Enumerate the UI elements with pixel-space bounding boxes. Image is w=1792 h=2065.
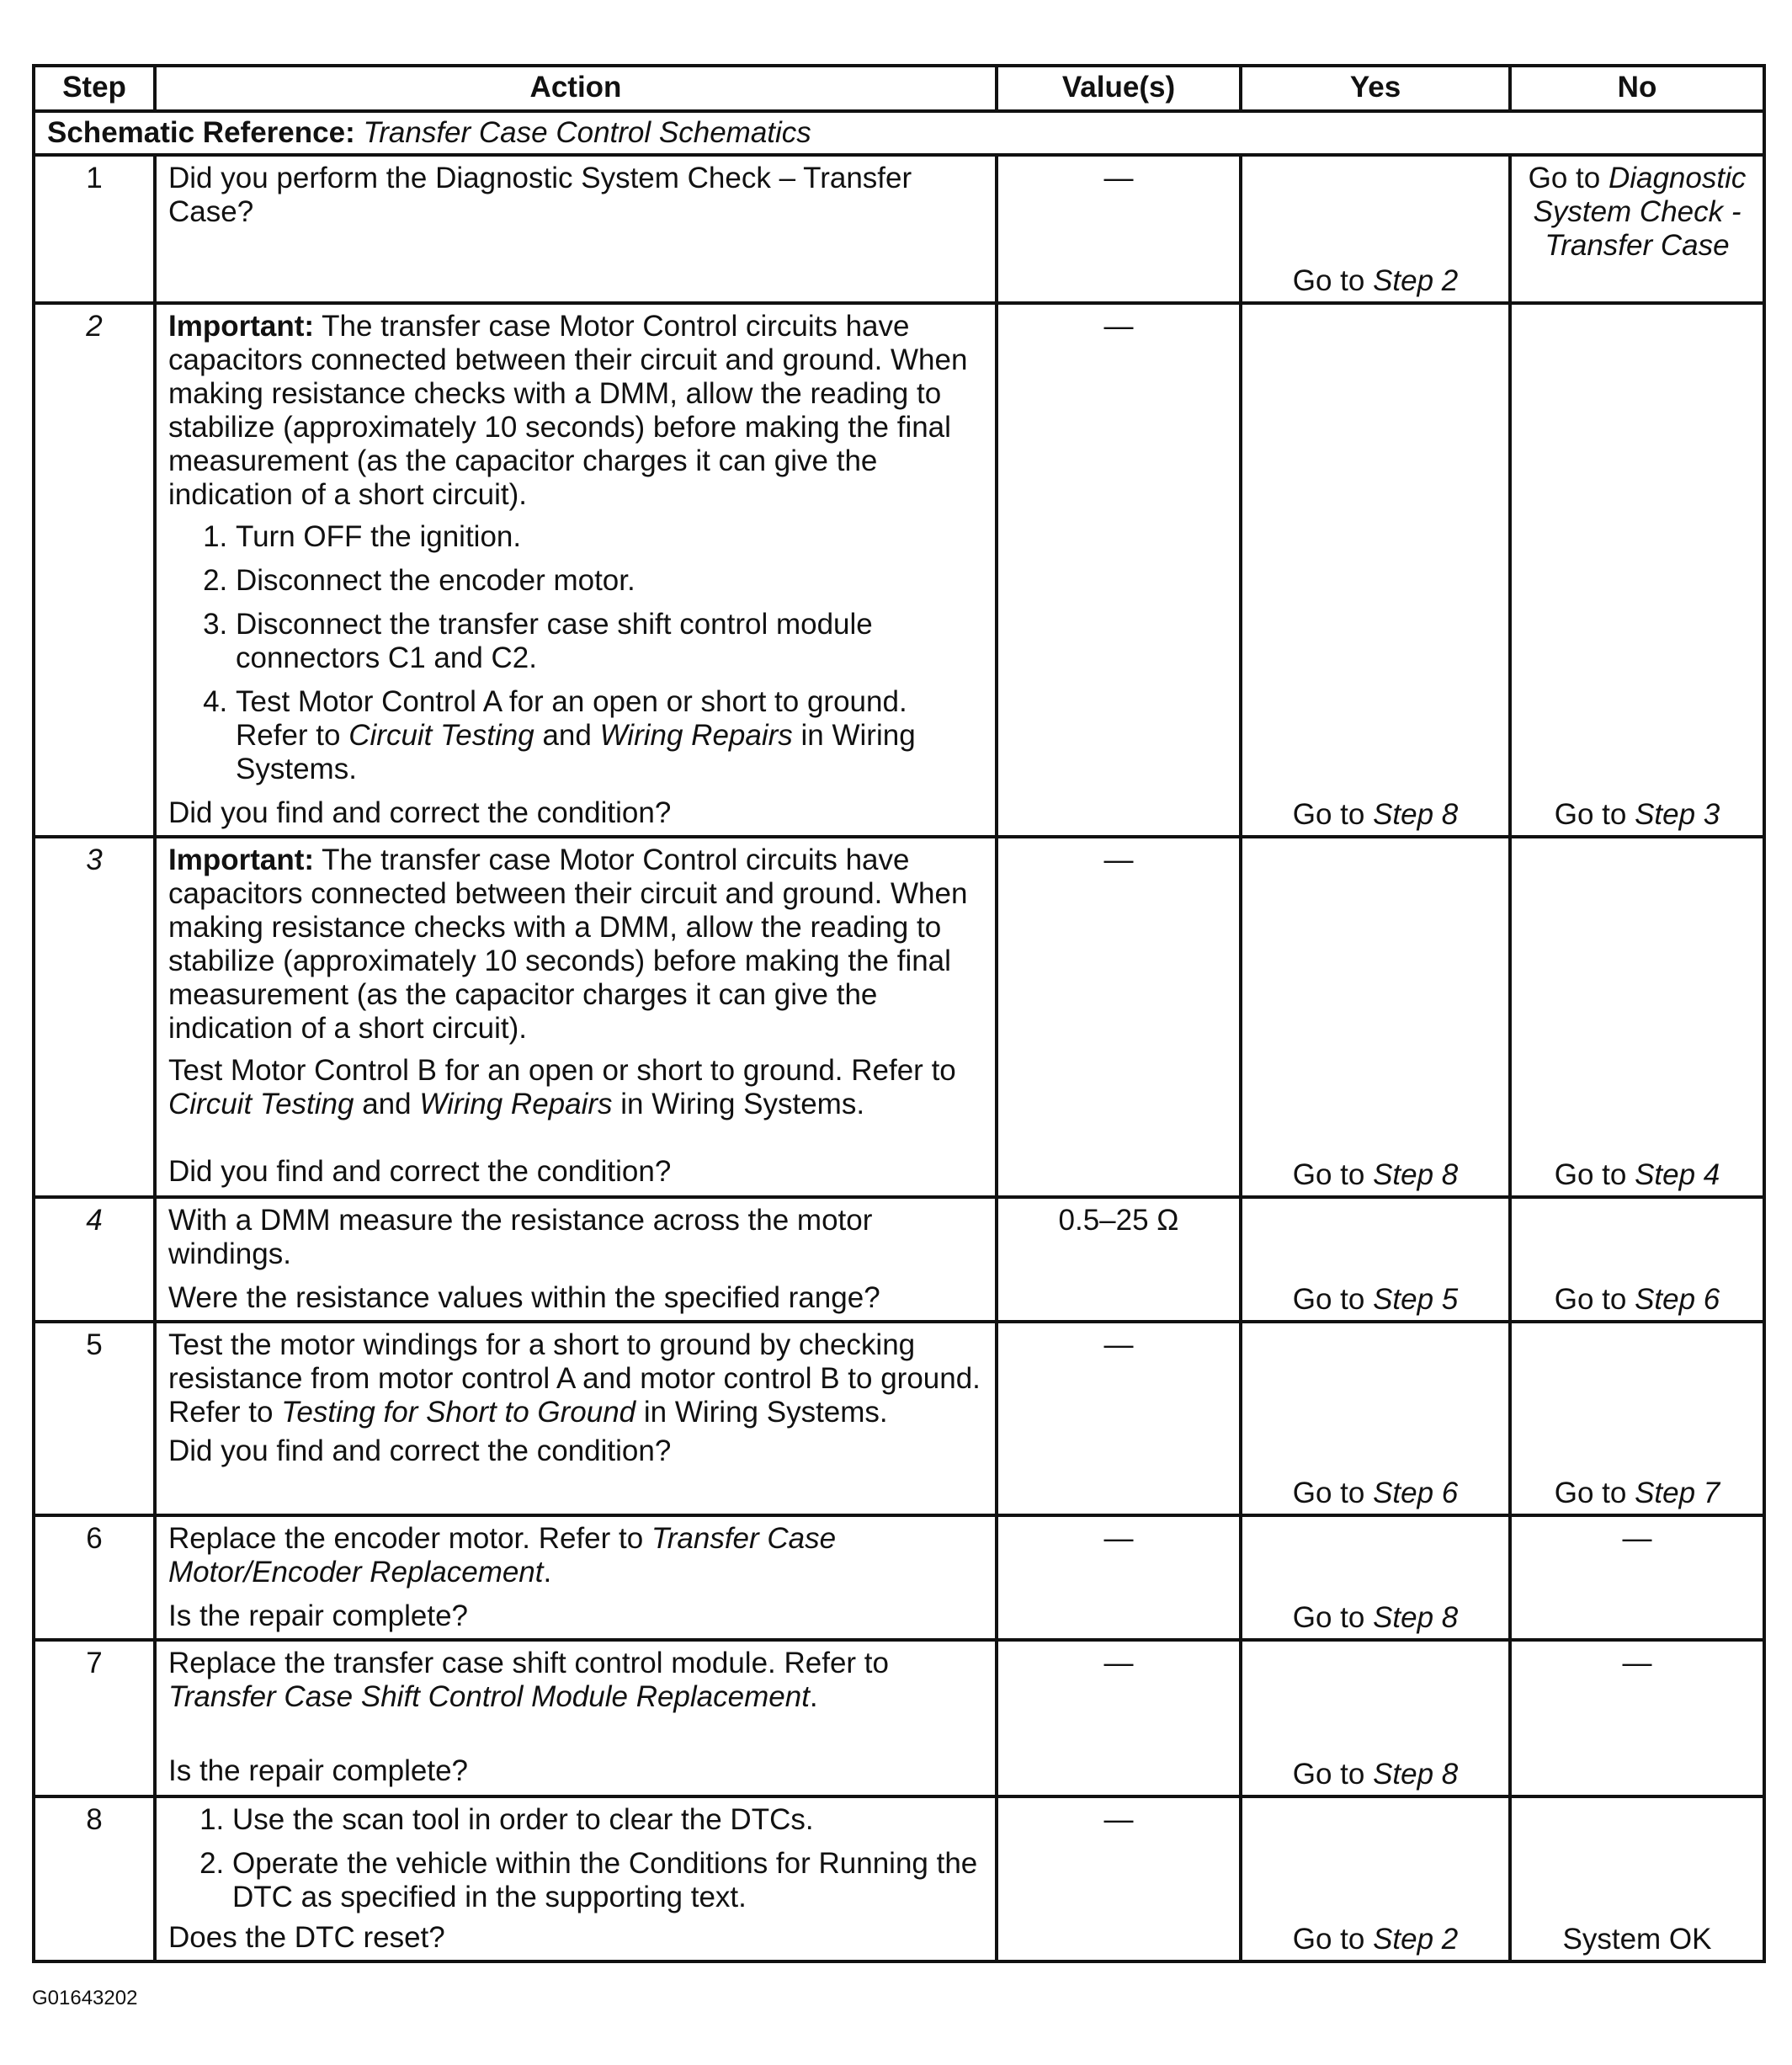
value-cell: — bbox=[997, 1515, 1241, 1640]
no-step-link[interactable]: Step 4 bbox=[1635, 1158, 1720, 1191]
list-item bbox=[236, 685, 983, 786]
yes-action[interactable] bbox=[1242, 1923, 1508, 1956]
action-cell bbox=[155, 1640, 997, 1796]
yes-prefix: Go to bbox=[1292, 1923, 1365, 1956]
no-cell bbox=[1510, 303, 1764, 837]
header-row bbox=[34, 66, 1764, 111]
yes-action[interactable] bbox=[1242, 1758, 1508, 1791]
ref-suffix: . bbox=[543, 1556, 552, 1589]
no-step-link[interactable]: Step 6 bbox=[1635, 1283, 1720, 1316]
action-question: Were the resistance values within the specified range? bbox=[168, 1281, 880, 1314]
no-prefix: Go to bbox=[1528, 162, 1601, 194]
important-label: Important: bbox=[168, 844, 315, 876]
important-text: The transfer case Motor Control circuits have capacitors connected between their circuit and ground. When making resistance checks with a DMM, allow the reading to stabilize (approximately 10 seconds) before making the final measurement (as the capacitor charges it can give the indication of a short circuit). bbox=[168, 310, 968, 511]
ref-link[interactable]: Transfer Case Shift Control Module Replacement bbox=[168, 1680, 810, 1713]
action-question: Is the repair complete? bbox=[168, 1599, 469, 1632]
no-action[interactable] bbox=[1512, 1283, 1763, 1317]
header-values: Value(s) bbox=[997, 66, 1241, 111]
no-action[interactable] bbox=[1512, 798, 1763, 832]
ref-link[interactable]: Wiring Repairs bbox=[419, 1088, 613, 1120]
yes-action[interactable] bbox=[1242, 1158, 1508, 1192]
no-cell bbox=[1510, 837, 1764, 1197]
yes-cell bbox=[1241, 1515, 1510, 1640]
yes-step-link[interactable]: Step 5 bbox=[1373, 1283, 1459, 1316]
yes-step-link[interactable]: Step 8 bbox=[1373, 1158, 1459, 1191]
table-row bbox=[34, 1515, 1764, 1640]
table-row bbox=[34, 1640, 1764, 1796]
action-question: Did you find and correct the condition? bbox=[168, 1155, 672, 1188]
yes-cell bbox=[1241, 155, 1510, 303]
and-text: and bbox=[542, 719, 592, 752]
figure-id: G01643202 bbox=[32, 1987, 138, 2009]
yes-cell bbox=[1241, 1322, 1510, 1515]
no-cell bbox=[1510, 155, 1764, 303]
yes-step-link[interactable]: Step 2 bbox=[1373, 264, 1459, 297]
yes-step-link[interactable]: Step 6 bbox=[1373, 1477, 1459, 1509]
ref-suffix: in Wiring Systems. bbox=[643, 1396, 888, 1429]
ref-link[interactable]: Circuit Testing bbox=[348, 719, 534, 752]
action-question: Did you perform the Diagnostic System Check – Transfer Case? bbox=[168, 162, 912, 228]
value-cell: — bbox=[997, 1796, 1241, 1961]
value-cell: — bbox=[997, 1322, 1241, 1515]
schematic-label: Schematic Reference: bbox=[47, 116, 355, 149]
action-cell bbox=[155, 1197, 997, 1322]
action-cell bbox=[155, 1796, 997, 1961]
action-question: Is the repair complete? bbox=[168, 1754, 469, 1787]
schematic-link[interactable]: Transfer Case Control Schematics bbox=[363, 116, 811, 149]
step-number: 1 bbox=[34, 155, 155, 303]
no-action[interactable] bbox=[1512, 1477, 1763, 1510]
no-action[interactable] bbox=[1523, 162, 1751, 263]
yes-prefix: Go to bbox=[1292, 264, 1365, 297]
yes-prefix: Go to bbox=[1292, 1158, 1365, 1191]
item-text: Replace the transfer case shift control module. Refer to bbox=[168, 1647, 889, 1679]
table-row bbox=[34, 1322, 1764, 1515]
schematic-row bbox=[34, 111, 1764, 155]
action-question: Did you find and correct the condition? bbox=[168, 1434, 672, 1467]
value-cell: — bbox=[997, 155, 1241, 303]
yes-action[interactable] bbox=[1242, 264, 1508, 298]
action-cell bbox=[155, 303, 997, 837]
list-item: 3. Disconnect the transfer case shift control module connectors C1 and C2. bbox=[236, 608, 983, 675]
no-step-link[interactable]: Step 7 bbox=[1635, 1477, 1720, 1509]
list-item: 1. Turn OFF the ignition. bbox=[236, 520, 983, 554]
no-cell: — bbox=[1510, 1515, 1764, 1640]
yes-action[interactable] bbox=[1242, 798, 1508, 832]
no-result: System OK bbox=[1562, 1923, 1712, 1956]
yes-action[interactable] bbox=[1242, 1477, 1508, 1510]
item-text: Test Motor Control B for an open or short to ground. Refer to bbox=[168, 1054, 956, 1087]
test-text bbox=[168, 1054, 983, 1121]
action-cell bbox=[155, 155, 997, 303]
no-step-link[interactable]: Step 3 bbox=[1635, 798, 1720, 831]
value-cell: 0.5–25 Ω bbox=[997, 1197, 1241, 1322]
action-list bbox=[168, 520, 983, 786]
action-text: With a DMM measure the resistance across the motor windings. bbox=[168, 1204, 873, 1270]
important-text: The transfer case Motor Control circuits have capacitors connected between their circuit and ground. When making resistance checks with a DMM, allow the reading to stabilize (approximately 10 seconds) before making the final measurement (as the capacitor charges it can give the indication of a short circuit). bbox=[168, 844, 968, 1045]
action-question: Did you find and correct the condition? bbox=[168, 796, 672, 829]
ref-suffix: in Wiring Systems. bbox=[620, 1088, 865, 1120]
step-number: 2 bbox=[34, 303, 155, 837]
yes-cell bbox=[1241, 837, 1510, 1197]
value-cell: — bbox=[997, 303, 1241, 837]
ref-suffix: in Wiring Systems. bbox=[236, 719, 916, 785]
no-cell bbox=[1510, 1796, 1764, 1961]
item-text: Test the motor windings for a short to ground by checking resistance from motor control A and motor control B to ground. Refer to bbox=[168, 1328, 981, 1429]
header-step: Step bbox=[34, 66, 155, 111]
yes-cell bbox=[1241, 303, 1510, 837]
table-row bbox=[34, 837, 1764, 1197]
step-number: 4 bbox=[34, 1197, 155, 1322]
table-row bbox=[34, 1796, 1764, 1961]
header-action: Action bbox=[155, 66, 997, 111]
item-text: Test Motor Control A for an open or short to ground. Refer to bbox=[236, 685, 907, 752]
header-no: No bbox=[1510, 66, 1764, 111]
value-cell: — bbox=[997, 1640, 1241, 1796]
list-item: 2. Disconnect the encoder motor. bbox=[236, 564, 983, 598]
no-prefix: Go to bbox=[1554, 798, 1627, 831]
item-text: Replace the encoder motor. Refer to bbox=[168, 1522, 644, 1555]
no-step-link[interactable]: Diagnostic System Check - Transfer Case bbox=[1533, 162, 1747, 262]
yes-cell bbox=[1241, 1796, 1510, 1961]
schematic-reference bbox=[34, 111, 1764, 155]
yes-action[interactable] bbox=[1242, 1601, 1508, 1635]
no-prefix: Go to bbox=[1554, 1158, 1627, 1191]
action-question: Does the DTC reset? bbox=[168, 1921, 445, 1954]
no-prefix: Go to bbox=[1554, 1283, 1627, 1316]
ref-suffix: . bbox=[809, 1680, 818, 1713]
no-action[interactable] bbox=[1512, 1158, 1763, 1192]
step-number: 6 bbox=[34, 1515, 155, 1640]
table-row bbox=[34, 1197, 1764, 1322]
ref-link[interactable]: Testing for Short to Ground bbox=[281, 1396, 636, 1429]
header-yes: Yes bbox=[1241, 66, 1510, 111]
yes-prefix: Go to bbox=[1292, 1477, 1365, 1509]
yes-prefix: Go to bbox=[1292, 1283, 1365, 1316]
action-cell bbox=[155, 1322, 997, 1515]
value-cell: — bbox=[997, 837, 1241, 1197]
ref-link[interactable]: Circuit Testing bbox=[168, 1088, 354, 1120]
yes-step-link[interactable]: Step 8 bbox=[1373, 798, 1459, 831]
action-cell bbox=[155, 837, 997, 1197]
yes-action[interactable] bbox=[1242, 1283, 1508, 1317]
ref-link[interactable]: Wiring Repairs bbox=[599, 719, 793, 752]
yes-prefix: Go to bbox=[1292, 798, 1365, 831]
yes-prefix: Go to bbox=[1292, 1601, 1365, 1634]
table-row bbox=[34, 155, 1764, 303]
yes-prefix: Go to bbox=[1292, 1758, 1365, 1791]
yes-cell bbox=[1241, 1640, 1510, 1796]
no-cell bbox=[1510, 1197, 1764, 1322]
no-cell bbox=[1510, 1322, 1764, 1515]
and-text: and bbox=[362, 1088, 412, 1120]
action-text bbox=[168, 1328, 983, 1429]
table-row bbox=[34, 303, 1764, 837]
action-text bbox=[168, 1522, 983, 1589]
step-number: 8 bbox=[34, 1796, 155, 1961]
list-item: 2. Operate the vehicle within the Conditions for Running the DTC as specified in the supporting text. bbox=[232, 1847, 983, 1914]
action-cell bbox=[155, 1515, 997, 1640]
action-list bbox=[168, 1803, 983, 1914]
diagnostic-table bbox=[32, 64, 1766, 1963]
yes-cell bbox=[1241, 1197, 1510, 1322]
ref-link[interactable]: Transfer Case Motor/Encoder Replacement bbox=[168, 1522, 837, 1589]
step-number: 3 bbox=[34, 837, 155, 1197]
step-number: 5 bbox=[34, 1322, 155, 1515]
important-label: Important: bbox=[168, 310, 315, 343]
list-item: 1. Use the scan tool in order to clear the DTCs. bbox=[232, 1803, 983, 1837]
no-cell: — bbox=[1510, 1640, 1764, 1796]
yes-step-link[interactable]: Step 8 bbox=[1373, 1758, 1459, 1791]
yes-step-link[interactable]: Step 2 bbox=[1373, 1923, 1459, 1956]
action-text bbox=[168, 1647, 983, 1714]
step-number: 7 bbox=[34, 1640, 155, 1796]
no-prefix: Go to bbox=[1554, 1477, 1627, 1509]
yes-step-link[interactable]: Step 8 bbox=[1373, 1601, 1459, 1634]
